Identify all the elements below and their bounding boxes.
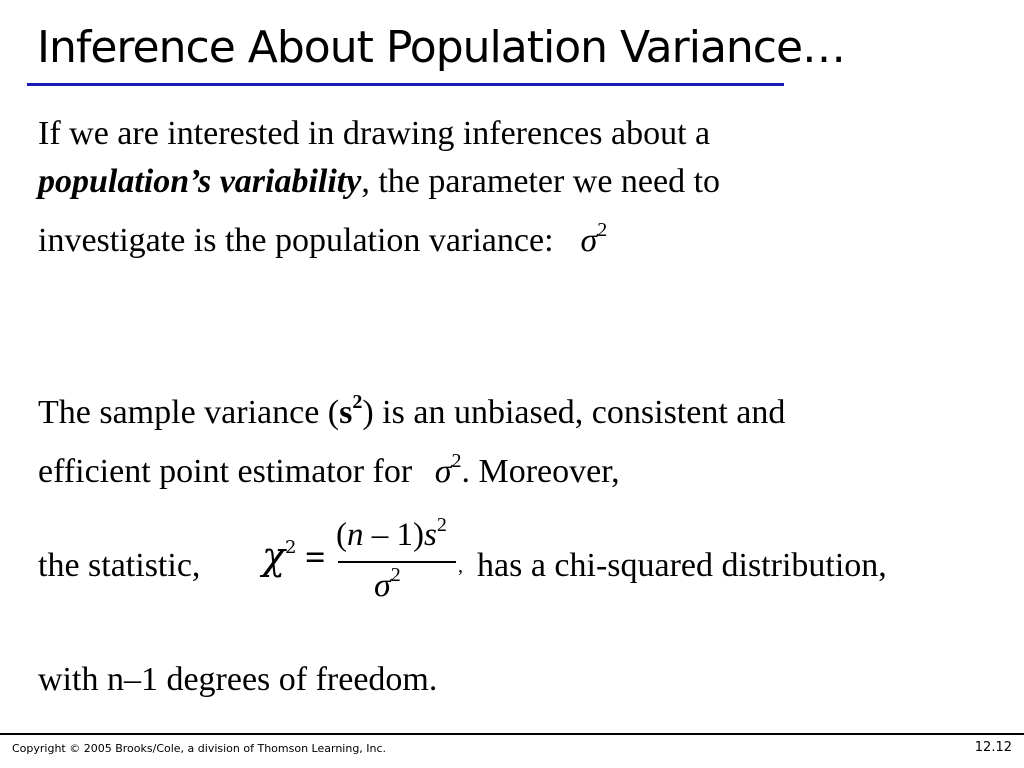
num-minus-one: – 1) xyxy=(363,517,424,553)
num-s: s xyxy=(424,517,437,553)
chi-squared-symbol xyxy=(262,534,296,578)
fraction-bar xyxy=(338,561,456,563)
page-number: 12.12 xyxy=(974,740,1012,755)
para1-line2-rest: , the parameter we need to xyxy=(361,163,721,200)
den-sigma: σ xyxy=(374,567,391,604)
para2-line2 xyxy=(38,437,785,496)
num-n: n xyxy=(347,517,364,553)
para3-lead: the statistic, xyxy=(38,547,201,584)
sigma-symbol-2: σ xyxy=(434,453,452,490)
paragraph-2 xyxy=(38,378,785,496)
den-exponent: 2 xyxy=(390,564,401,586)
para1-line1: If we are interested in drawing inferences about a xyxy=(38,115,711,152)
paragraph-1 xyxy=(38,110,720,265)
para2-text-b: ) is an unbiased, consistent and xyxy=(362,394,786,431)
formula-denominator xyxy=(374,564,401,605)
sigma-exponent: 2 xyxy=(597,219,608,241)
equals-sign: = xyxy=(305,537,326,577)
chi-exponent: 2 xyxy=(285,537,297,558)
para2-text-c: efficient point estimator for xyxy=(38,453,413,490)
para1-emphasis: population’s variability xyxy=(38,163,362,200)
formula-comma: , xyxy=(458,555,463,577)
para2-text-d: . Moreover, xyxy=(461,453,620,490)
num-exponent: 2 xyxy=(436,514,447,536)
sigma-exponent-2: 2 xyxy=(451,450,462,472)
para2-line1 xyxy=(38,378,785,437)
sample-variance-s: s xyxy=(339,394,353,431)
num-open: ( xyxy=(336,517,347,553)
para1-line3-text: investigate is the population variance: xyxy=(38,222,554,259)
paragraph-4: with n–1 degrees of freedom. xyxy=(38,661,438,698)
formula-numerator xyxy=(336,514,447,554)
footer-divider xyxy=(0,733,1024,735)
para3-tail: has a chi-squared distribution, xyxy=(477,547,887,584)
para1-line3 xyxy=(38,206,720,265)
para2-text-a: The sample variance ( xyxy=(38,394,340,431)
sigma-symbol: σ xyxy=(580,222,598,259)
footer-copyright: Copyright © 2005 Brooks/Cole, a division of Thomson Learning, Inc. xyxy=(12,742,387,755)
title-underline xyxy=(27,83,784,86)
chi-letter: χ xyxy=(262,534,286,578)
sample-variance-exponent: 2 xyxy=(352,391,363,413)
para1-line2 xyxy=(38,158,720,206)
slide-title: Inference About Population Variance… xyxy=(37,22,846,73)
